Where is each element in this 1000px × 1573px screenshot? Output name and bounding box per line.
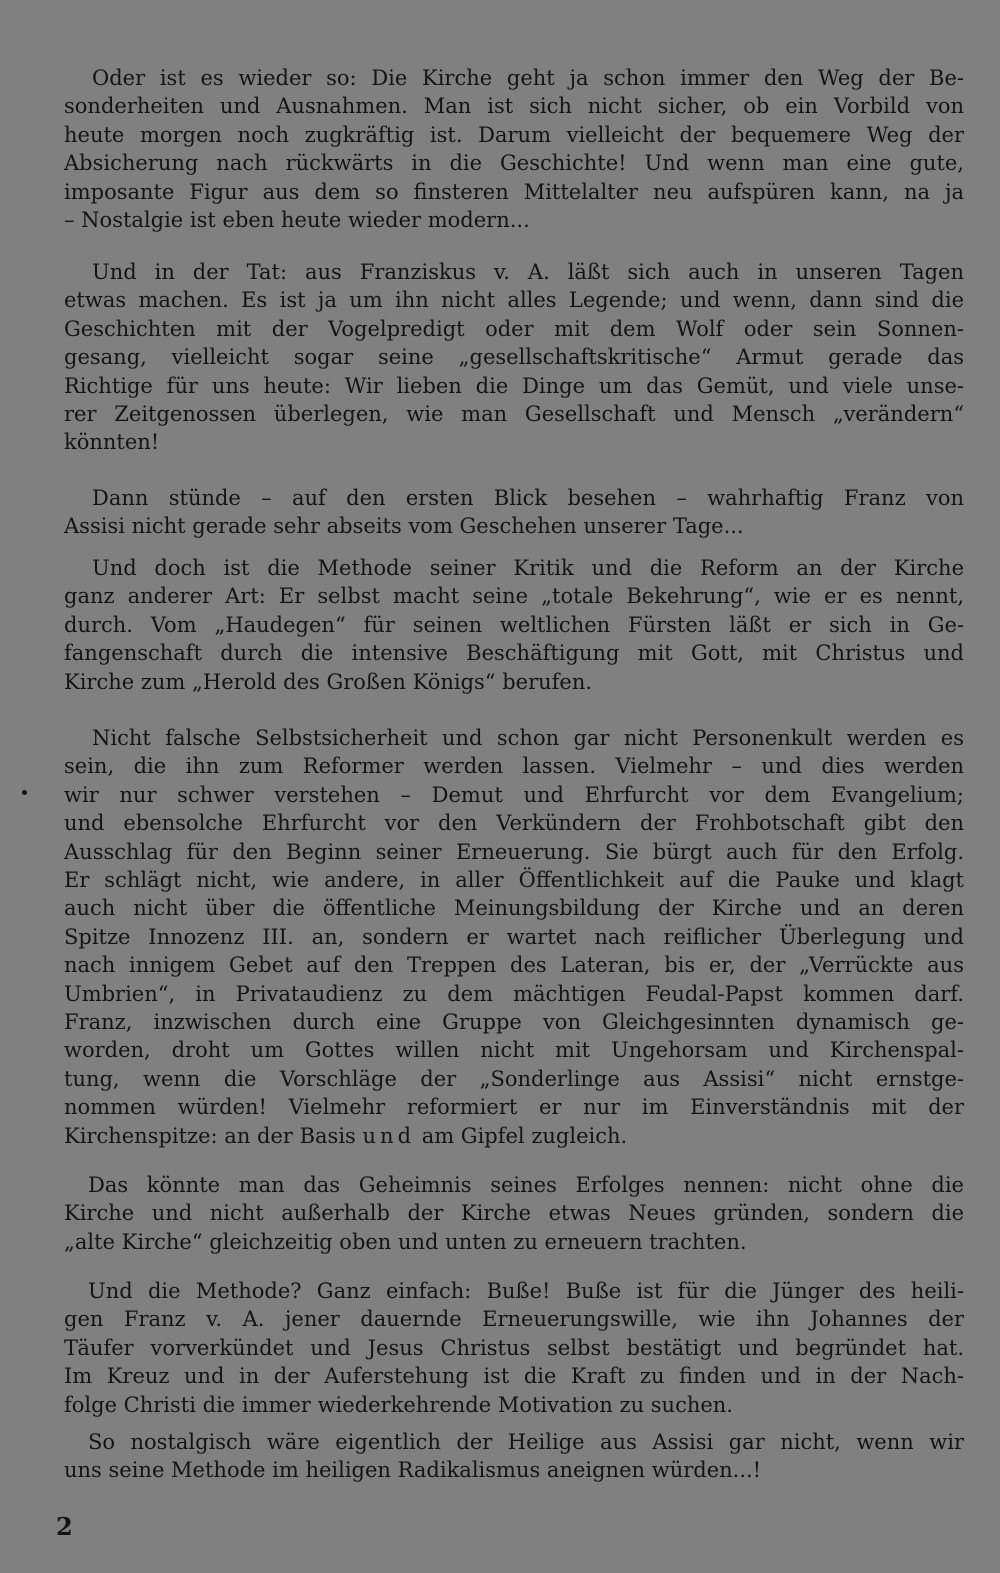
text-line: So nostalgisch wäre eigentlich der Heilige aus Assisi gar nicht, wenn wir bbox=[88, 1430, 964, 1454]
paragraph-1 bbox=[64, 64, 964, 234]
text-line: imposante Figur aus dem so finsteren Mittelalter neu aufspüren kann, na ja bbox=[64, 179, 964, 204]
text-line: nommen würden! Vielmehr reformiert er nur im Einverständnis mit der bbox=[64, 1095, 964, 1120]
paragraph-7 bbox=[64, 1277, 964, 1419]
emphasized-word: und bbox=[362, 1123, 416, 1148]
text-line: gen Franz v. A. jener dauernde Erneuerungswille, wie ihn Johannes der bbox=[64, 1307, 964, 1332]
text-line: Dann stünde – auf den ersten Blick besehen – wahrhaftig Franz von bbox=[92, 486, 964, 510]
text-line: Er schlägt nicht, wie andere, in aller Öffentlichkeit auf die Pauke und klagt bbox=[64, 868, 964, 893]
text-line: und ebensolche Ehrfurcht vor den Verkündern der Frohbotschaft gibt den bbox=[64, 811, 964, 836]
text-line: durch. Vom „Haudegen“ für seinen weltlichen Fürsten läßt er sich in Ge- bbox=[64, 612, 964, 637]
text-line: Täufer vorverkündet und Jesus Christus selbst bestätigt und begründet hat. bbox=[64, 1335, 964, 1360]
text-line bbox=[64, 1122, 964, 1150]
text-line: wir nur schwer verstehen – Demut und Ehrfurcht vor dem Evangelium; bbox=[64, 782, 964, 807]
text-line: rer Zeitgenossen überlegen, wie man Gesellschaft und Mensch „verändern“ bbox=[64, 402, 964, 427]
paragraph-3 bbox=[64, 484, 964, 541]
text-line: – Nostalgie ist eben heute wieder modern... bbox=[64, 208, 530, 233]
text-line: worden, droht um Gottes willen nicht mit Ungehorsam und Kirchenspal- bbox=[64, 1038, 964, 1063]
text-segment: Kirchenspitze: an der Basis bbox=[64, 1123, 363, 1148]
text-line: tung, wenn die Vorschläge der „Sonderlinge aus Assisi“ nicht ernstge- bbox=[64, 1066, 964, 1091]
text-segment: am Gipfel zugleich. bbox=[415, 1123, 628, 1148]
text-line: könnten! bbox=[64, 430, 160, 455]
text-line: fangenschaft durch die intensive Beschäftigung mit Gott, mit Christus und bbox=[64, 641, 964, 666]
paragraph-4 bbox=[64, 554, 964, 696]
paragraph-6 bbox=[64, 1171, 964, 1256]
text-line: Kirche zum „Herold des Großen Königs“ berufen. bbox=[64, 669, 593, 694]
text-line: Assisi nicht gerade sehr abseits vom Geschehen unserer Tage... bbox=[64, 514, 744, 539]
text-line: Umbrien“, in Privataudienz zu dem mächtigen Feudal-Papst kommen darf. bbox=[64, 981, 964, 1006]
text-line: sein, die ihn zum Reformer werden lassen. Vielmehr – und dies werden bbox=[64, 754, 964, 779]
text-line: heute morgen noch zugkräftig ist. Darum vielleicht der bequemere Weg der bbox=[64, 122, 964, 147]
text-line: Absicherung nach rückwärts in die Geschichte! Und wenn man eine gute, bbox=[64, 151, 964, 176]
text-line: Richtige für uns heute: Wir lieben die Dinge um das Gemüt, und viele unse- bbox=[64, 373, 964, 398]
paragraph-5 bbox=[64, 724, 964, 1150]
text-line: „alte Kirche“ gleichzeitig oben und unten zu erneuern trachten. bbox=[64, 1229, 747, 1254]
text-line: Und in der Tat: aus Franziskus v. A. läßt sich auch in unseren Tagen bbox=[92, 260, 964, 284]
text-line: auch nicht über die öffentliche Meinungsbildung der Kirche und an deren bbox=[64, 896, 964, 921]
text-line: Nicht falsche Selbstsicherheit und schon gar nicht Personenkult werden es bbox=[92, 726, 964, 750]
text-line: etwas machen. Es ist ja um ihn nicht alles Legende; und wenn, dann sind die bbox=[64, 288, 964, 313]
paragraph-2 bbox=[64, 258, 964, 457]
text-line: Kirche und nicht außerhalb der Kirche etwas Neues gründen, sondern die bbox=[64, 1201, 964, 1226]
text-line: Das könnte man das Geheimnis seines Erfolges nennen: nicht ohne die bbox=[88, 1173, 964, 1197]
text-line: Ausschlag für den Beginn seiner Erneuerung. Sie bürgt auch für den Erfolg. bbox=[64, 839, 964, 864]
text-line: Oder ist es wieder so: Die Kirche geht ja schon immer den Weg der Be- bbox=[92, 66, 964, 90]
text-line: nach innigem Gebet auf den Treppen des Lateran, bis er, der „Verrückte aus bbox=[64, 953, 964, 978]
text-line: Im Kreuz und in der Auferstehung ist die Kraft zu finden und in der Nach- bbox=[64, 1364, 964, 1389]
paragraph-8 bbox=[64, 1428, 964, 1485]
text-line: Und doch ist die Methode seiner Kritik und die Reform an der Kirche bbox=[92, 556, 964, 580]
print-speck bbox=[22, 790, 27, 795]
text-line: Spitze Innozenz III. an, sondern er wartet nach reiflicher Überlegung und bbox=[64, 924, 964, 949]
text-line: uns seine Methode im heiligen Radikalismus aneignen würden...! bbox=[64, 1458, 762, 1483]
page-number: 2 bbox=[56, 1512, 73, 1541]
text-line: sonderheiten und Ausnahmen. Man ist sich nicht sicher, ob ein Vorbild von bbox=[64, 94, 964, 119]
text-line: Geschichten mit der Vogelpredigt oder mit dem Wolf oder sein Sonnen- bbox=[64, 316, 964, 341]
text-line: gesang, vielleicht sogar seine „gesellschaftskritische“ Armut gerade das bbox=[64, 345, 964, 370]
text-line: Franz, inzwischen durch eine Gruppe von Gleichgesinnten dynamisch ge- bbox=[64, 1010, 964, 1035]
text-line: ganz anderer Art: Er selbst macht seine „totale Bekehrung“, wie er es nennt, bbox=[64, 584, 964, 609]
text-line: folge Christi die immer wiederkehrende Motivation zu suchen. bbox=[64, 1392, 733, 1417]
text-line: Und die Methode? Ganz einfach: Buße! Buße ist für die Jünger des heili- bbox=[88, 1279, 964, 1303]
